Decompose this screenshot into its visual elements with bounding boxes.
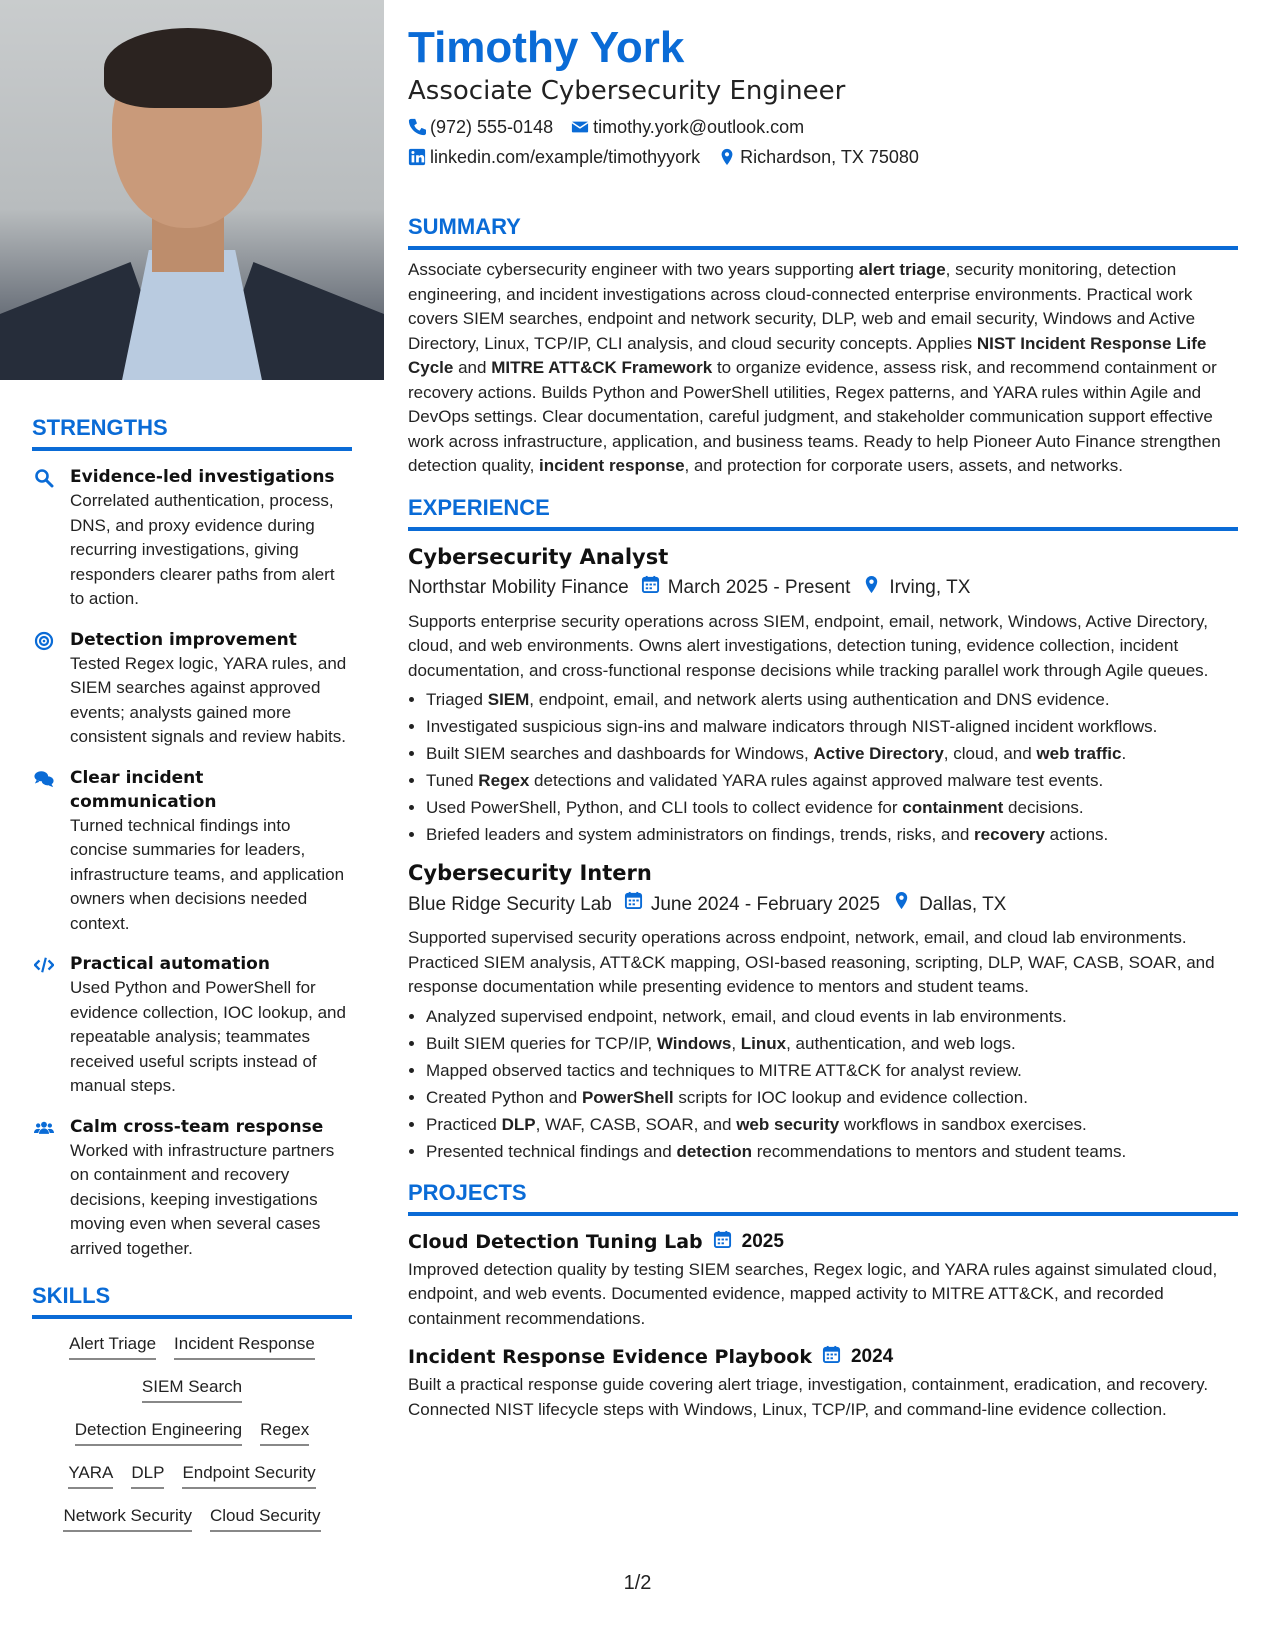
bold-text: DLP	[501, 1114, 536, 1134]
skill-tag: YARA	[68, 1462, 113, 1489]
job-entry	[408, 543, 1238, 848]
location-text: Dallas, TX	[919, 893, 1007, 915]
strength-title: Evidence-led investigations	[70, 467, 335, 487]
project-entry	[408, 1230, 1238, 1332]
text-run: Associate cybersecurity engineer with two years supporting	[408, 260, 859, 279]
job-dates	[624, 891, 880, 918]
bold-text: SIEM	[487, 690, 530, 709]
text-run: Built SIEM queries for TCP/IP,	[426, 1033, 657, 1053]
job-dates	[641, 575, 851, 602]
phone-icon	[408, 118, 426, 136]
contact-row-2	[408, 146, 1238, 168]
text-run: Mapped observed tactics and techniques to MITRE ATT&CK for analyst review.	[426, 1060, 1022, 1080]
strength-description: Turned technical findings into concise summaries for leaders, infrastructure teams, and application owners when decisions needed context.	[70, 815, 345, 933]
bold-text: containment	[902, 798, 1004, 817]
bullet-item	[426, 1004, 1238, 1029]
bullet-item	[426, 795, 1238, 820]
skills-heading: SKILLS	[32, 1283, 111, 1308]
linkedin-contact[interactable]	[408, 146, 700, 168]
job-description: Supports enterprise security operations across SIEM, endpoint, email, network, Windows, Active Directory, cloud, and web environments. Owns alert investigations, detection tuning, evidence collection, incident documentation, and cross-functional response decisions while tracking parallel work through Agile queues.	[408, 611, 1209, 680]
strength-title: Clear incident communication	[70, 767, 217, 812]
location-contact	[718, 146, 919, 168]
divider	[408, 527, 1238, 531]
text-run: Practiced	[426, 1114, 502, 1134]
project-description: Improved detection quality by testing SIEM searches, Regex logic, and YARA rules against simulated cloud, endpoint, and web events. Documented evidence, mapped activity to MITRE ATT&CK, and recorded containment recommendations.	[408, 1259, 1218, 1328]
job-bullets	[408, 687, 1238, 847]
strength-description: Tested Regex logic, YARA rules, and SIEM searches against approved events; analysts gained more consistent signals and review habits.	[70, 653, 347, 746]
calendar-icon	[822, 1345, 841, 1369]
skill-tag: Detection Engineering	[75, 1419, 242, 1446]
project-title: Cloud Detection Tuning Lab	[408, 1230, 703, 1253]
divider	[408, 246, 1238, 250]
job-bullets	[408, 1004, 1238, 1164]
bold-text: Windows	[656, 1033, 732, 1053]
bullet-item	[426, 1031, 1238, 1056]
bold-text: PowerShell	[581, 1087, 674, 1107]
bullet-item	[426, 714, 1238, 739]
bold-text: web traffic	[1036, 744, 1122, 763]
search-icon	[34, 468, 54, 488]
bullet-item	[426, 1085, 1238, 1110]
linkedin-icon	[408, 148, 426, 166]
strengths-heading: STRENGTHS	[32, 415, 168, 440]
bold-text: Active Directory	[813, 744, 944, 763]
job-meta	[408, 575, 1238, 602]
map-pin-icon	[718, 148, 736, 166]
text-run: actions.	[1044, 825, 1109, 844]
company-name: Blue Ridge Security Lab	[408, 893, 612, 915]
text-run: Built SIEM searches and dashboards for Windows,	[426, 744, 814, 763]
text-run: , endpoint, email, and network alerts using authentication and DNS evidence.	[529, 690, 1110, 709]
job-entry	[408, 859, 1238, 1164]
page-number: 1/2	[623, 1572, 652, 1594]
bullet-item	[426, 1112, 1238, 1137]
bold-text: Linux	[740, 1033, 787, 1053]
chat-icon	[34, 769, 54, 789]
strength-item	[32, 1115, 352, 1262]
strength-item	[32, 628, 352, 750]
bold-text: recovery	[974, 825, 1045, 844]
projects-heading: PROJECTS	[408, 1179, 527, 1205]
skill-tag: Regex	[260, 1419, 309, 1446]
job-title: Cybersecurity Analyst	[408, 544, 669, 569]
text-run: recommendations to mentors and student teams.	[752, 1141, 1127, 1161]
summary-text	[408, 258, 1238, 479]
bullet-item	[426, 1058, 1238, 1083]
text-run: workflows in sandbox exercises.	[839, 1114, 1087, 1134]
bullet-item	[426, 741, 1238, 766]
envelope-icon	[571, 118, 589, 136]
linkedin-text: linkedin.com/example/timothyyork	[430, 147, 701, 167]
skill-tag: Endpoint Security	[182, 1462, 315, 1489]
bold-text: Regex	[478, 771, 530, 790]
job-description: Supported supervised security operations across endpoint, network, email, and cloud lab environments. Practiced SIEM analysis, ATT&CK mapping, OSI-based reasoning, scripting, DLP, WAF, CASB, SOAR, and response documentation while presenting evidence to mentors and student teams.	[408, 928, 1215, 996]
experience-section	[408, 495, 1238, 1164]
map-pin-icon	[892, 891, 911, 918]
strength-description: Used Python and PowerShell for evidence collection, IOC lookup, and repeatable analysis; teammates received useful scripts instead of manual steps.	[70, 978, 346, 1095]
bold-text: detection	[676, 1141, 753, 1161]
date-range: June 2024 - February 2025	[650, 893, 881, 915]
skill-row	[32, 1333, 352, 1360]
bold-text: MITRE ATT&CK Framework	[491, 358, 713, 377]
divider	[32, 447, 352, 451]
experience-heading: EXPERIENCE	[408, 494, 550, 520]
bold-text: alert triage	[858, 260, 946, 279]
bullet-item	[426, 768, 1238, 793]
location-text: Richardson, TX 75080	[740, 147, 919, 167]
job-location	[892, 891, 1006, 918]
map-pin-icon	[862, 575, 881, 602]
text-run: , cloud, and	[943, 744, 1037, 763]
strength-description: Worked with infrastructure partners on containment and recovery decisions, keeping investigations moving even when several cases arrived together.	[70, 1140, 335, 1258]
bullet-item	[426, 822, 1238, 847]
text-run: ,	[731, 1033, 741, 1053]
text-run: Used PowerShell, Python, and CLI tools to collect evidence for	[426, 798, 903, 817]
calendar-icon	[624, 891, 643, 918]
project-title: Incident Response Evidence Playbook	[408, 1346, 812, 1368]
team-icon	[34, 1118, 54, 1138]
text-run: decisions.	[1003, 798, 1084, 817]
calendar-icon	[641, 575, 660, 602]
skill-tag: Incident Response	[174, 1333, 315, 1360]
text-run: Investigated suspicious sign-ins and malware indicators through NIST-aligned incident workflows.	[426, 717, 1158, 736]
strength-item	[32, 465, 352, 612]
bold-text: NIST Incident Response Life Cycle	[408, 333, 1207, 377]
skill-tag: DLP	[131, 1462, 164, 1489]
phone-text: (972) 555-0148	[430, 117, 554, 137]
target-icon	[34, 631, 54, 651]
email-contact[interactable]	[571, 116, 804, 138]
job-location	[862, 575, 970, 602]
strength-item	[32, 766, 352, 937]
skill-row	[32, 1419, 352, 1446]
skill-row	[32, 1462, 352, 1489]
company-name: Northstar Mobility Finance	[408, 577, 629, 598]
skill-tag: Alert Triage	[69, 1333, 156, 1360]
text-run: Created Python and	[426, 1087, 582, 1107]
text-run: Presented technical findings and	[426, 1141, 677, 1161]
projects-section	[408, 1180, 1238, 1423]
candidate-name: Timothy York	[408, 23, 685, 72]
bold-text: incident response	[539, 456, 685, 475]
bullet-item	[426, 1139, 1238, 1164]
summary-heading: SUMMARY	[408, 214, 521, 239]
project-year: 2025	[741, 1230, 784, 1252]
strengths-section	[32, 415, 352, 1261]
bold-text: web security	[736, 1114, 840, 1134]
project-entry	[408, 1345, 1238, 1422]
text-run: Triaged	[426, 690, 488, 709]
skill-tag: SIEM Search	[142, 1376, 242, 1403]
job-title: Cybersecurity Intern	[408, 861, 652, 885]
project-description: Built a practical response guide covering alert triage, investigation, containment, eradication, and recovery. Connected NIST lifecycle steps with Windows, Linux, TCP/IP, and command-line evidence collection.	[408, 1375, 1209, 1419]
job-meta	[408, 891, 1238, 918]
project-header	[408, 1230, 1238, 1254]
divider	[408, 1212, 1238, 1216]
profile-photo	[0, 0, 384, 380]
strength-description: Correlated authentication, process, DNS, and proxy evidence during recurring investigations, giving responders clearer paths from alert to action.	[70, 491, 335, 608]
skill-row	[32, 1376, 352, 1403]
divider	[32, 1315, 352, 1319]
sidebar	[0, 0, 384, 1650]
text-run: , and protection for corporate users, assets, and networks.	[684, 456, 1123, 475]
text-run: scripts for IOC lookup and evidence collection.	[673, 1087, 1028, 1107]
skill-tag: Cloud Security	[210, 1505, 321, 1532]
project-header	[408, 1345, 1238, 1369]
project-year: 2024	[850, 1346, 894, 1367]
strength-item	[32, 952, 352, 1099]
text-run: , authentication, and web logs.	[786, 1033, 1016, 1053]
strength-title: Detection improvement	[70, 629, 297, 650]
text-run: .	[1121, 744, 1127, 763]
location-text: Irving, TX	[889, 577, 971, 598]
summary-section	[408, 214, 1238, 479]
text-run: Briefed leaders and system administrators on findings, trends, risks, and	[426, 825, 975, 844]
skill-row	[32, 1505, 352, 1532]
text-run: to organize evidence, assess risk, and recommend containment or recovery actions. Builds Python and PowerShell utilities, Regex patterns, and YARA rules within Agile and DevOps settings. Clear documentation, careful judgment, and stakeholder communication support effective work across infrastructure, application, and business teams. Ready to help Pioneer Auto Finance strengthen detection quality,	[408, 358, 1221, 475]
strength-title: Calm cross-team response	[70, 1116, 324, 1137]
text-run: , WAF, CASB, SOAR, and	[535, 1114, 737, 1134]
bullet-item	[426, 687, 1238, 712]
main-content	[408, 22, 1238, 1422]
strength-title: Practical automation	[70, 954, 270, 974]
text-run: , security monitoring, detection engineering, and incident investigations across cloud-connected enterprise environments. Practical work covers SIEM searches, endpoint and network security, DLP, web and email security, Windows and Active Directory, Linux, TCP/IP, CLI analysis, and cloud security concepts. Applies	[408, 260, 1196, 353]
contact-row-1	[408, 116, 1238, 138]
code-icon	[34, 955, 54, 975]
date-range: March 2025 - Present	[667, 577, 851, 598]
skill-tag: Network Security	[63, 1505, 191, 1532]
text-run: Tuned	[426, 771, 479, 790]
text-run: Analyzed supervised endpoint, network, email, and cloud events in lab environments.	[426, 1006, 1067, 1026]
phone-contact[interactable]	[408, 116, 553, 138]
text-run: and	[453, 358, 492, 377]
calendar-icon	[713, 1230, 732, 1254]
text-run: detections and validated YARA rules against approved malware test events.	[529, 771, 1104, 790]
candidate-role: Associate Cybersecurity Engineer	[408, 76, 846, 106]
skills-section	[32, 1283, 352, 1532]
email-text: timothy.york@outlook.com	[593, 117, 805, 137]
